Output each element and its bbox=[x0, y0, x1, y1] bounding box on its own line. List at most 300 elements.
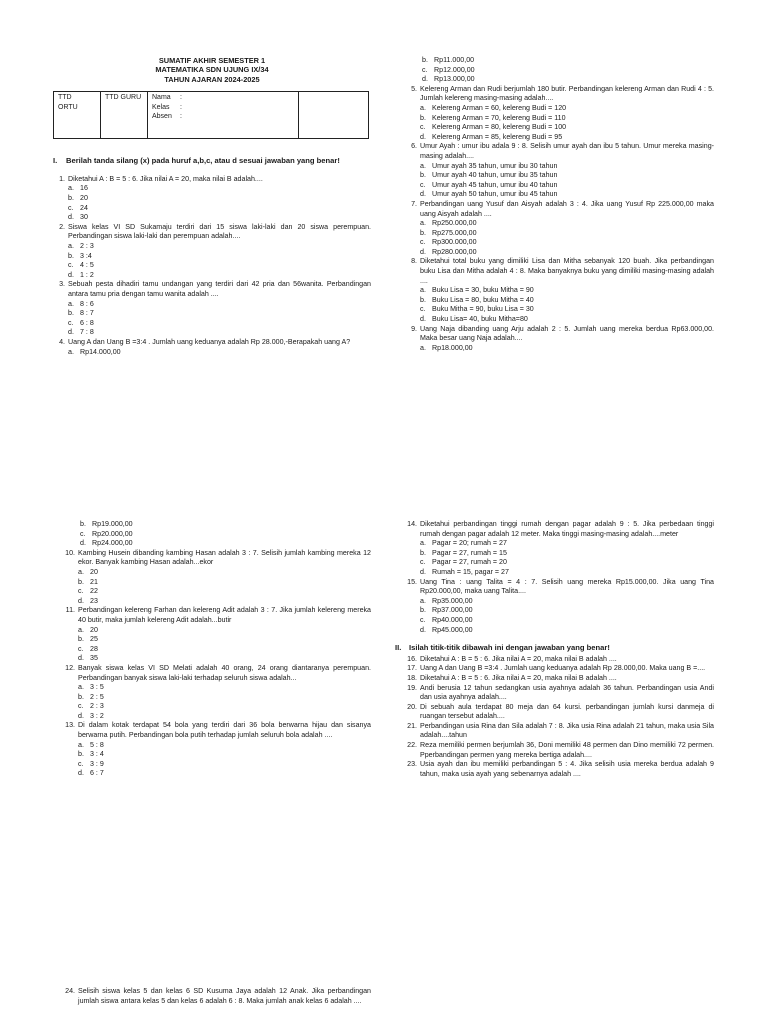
answer-option[interactable] bbox=[78, 635, 371, 645]
question-text: Di dalam kotak terdapat 54 bola yang terdiri dari 36 bola berwarna hijau dan sisanya berwarna putih. Perbandingan bola putih terhadap jumlah seluruh bola adalah .... bbox=[78, 721, 371, 740]
answer-option[interactable] bbox=[420, 549, 714, 559]
question-list bbox=[63, 520, 371, 779]
option-list bbox=[420, 162, 714, 200]
question-item bbox=[405, 578, 714, 636]
option-letter: a. bbox=[68, 347, 74, 356]
question-number: 8. bbox=[411, 257, 417, 266]
answer-option[interactable] bbox=[420, 286, 714, 296]
question-text: Sebuah pesta dihadiri tamu undangan yang terdiri dari 42 pria dan 56wanita. Perbandingan antara tamu pria dengan tamu wanita adalah .... bbox=[68, 280, 371, 298]
option-list bbox=[78, 683, 371, 721]
section-1-title bbox=[53, 156, 371, 166]
answer-option[interactable] bbox=[78, 683, 371, 693]
question-number: 1. bbox=[59, 174, 65, 183]
option-text: Rp14.000,00 bbox=[80, 347, 121, 356]
question-number: 12. bbox=[65, 663, 75, 672]
option-letter: b. bbox=[422, 56, 428, 64]
option-text: 20 bbox=[90, 567, 98, 576]
option-text: Rp20.000,00 bbox=[92, 529, 133, 538]
answer-option[interactable] bbox=[78, 741, 371, 751]
option-text: 2 : 5 bbox=[90, 692, 104, 701]
option-letter: b. bbox=[78, 692, 84, 701]
question-item bbox=[405, 664, 714, 674]
question-number: 24. bbox=[65, 987, 75, 995]
answer-option[interactable] bbox=[420, 133, 714, 143]
question-body bbox=[78, 721, 371, 779]
option-letter: d. bbox=[420, 315, 426, 324]
score-cell[interactable] bbox=[299, 92, 369, 139]
option-list bbox=[68, 300, 371, 338]
option-letter: d. bbox=[420, 247, 426, 256]
ttd-ortu-label-2: ORTU bbox=[58, 103, 78, 111]
option-letter: d. bbox=[68, 328, 74, 337]
option-text: 28 bbox=[90, 644, 98, 653]
answer-option[interactable] bbox=[68, 271, 371, 281]
option-text: 2 : 3 bbox=[90, 702, 104, 711]
option-letter: b. bbox=[78, 635, 84, 644]
answer-option[interactable] bbox=[80, 539, 371, 549]
answer-option[interactable] bbox=[68, 348, 371, 358]
option-letter: b. bbox=[80, 520, 86, 528]
option-letter: c. bbox=[420, 305, 426, 314]
question-item bbox=[405, 257, 714, 324]
question-item bbox=[405, 703, 714, 722]
option-text: Rp40.000,00 bbox=[432, 615, 473, 624]
option-letter: c. bbox=[420, 123, 426, 132]
answer-option[interactable] bbox=[78, 693, 371, 703]
answer-option[interactable] bbox=[80, 520, 371, 530]
question-number: 20. bbox=[407, 702, 417, 711]
question-body bbox=[68, 223, 371, 281]
absen-field[interactable] bbox=[152, 112, 294, 121]
option-text: 1 : 2 bbox=[80, 270, 94, 279]
option-letter: d. bbox=[78, 769, 84, 778]
answer-option[interactable] bbox=[420, 123, 714, 133]
option-text: 23 bbox=[90, 596, 98, 605]
answer-option[interactable] bbox=[78, 654, 371, 664]
question-text: Reza memiliki permen berjumlah 36, Doni memiliki 48 permen dan Dino memiliki 72 permen. Pperbandingan permen yang mereka bertiga adalah.... bbox=[420, 741, 714, 759]
question-body bbox=[420, 655, 714, 665]
question-item bbox=[53, 175, 371, 223]
answer-option[interactable] bbox=[420, 305, 714, 315]
answer-option[interactable] bbox=[68, 194, 371, 204]
answer-option[interactable] bbox=[420, 162, 714, 172]
option-text: Rp18.000,00 bbox=[432, 343, 473, 352]
question-text: Di sebuah aula terdapat 80 meja dan 64 kursi. perbandingan jumlah kursi danmeja di ruangan tersebut adalah.... bbox=[420, 702, 714, 721]
option-letter: c. bbox=[80, 529, 86, 538]
question-body bbox=[420, 520, 714, 578]
question-number: 3. bbox=[59, 280, 65, 289]
answer-option[interactable] bbox=[420, 626, 714, 636]
question-number: 7. bbox=[411, 199, 417, 208]
answer-option[interactable] bbox=[420, 315, 714, 325]
question-text: Selisih siswa kelas 5 dan kelas 6 SD Kusuma Jaya adalah 12 Anak. Jika perbandingan jumlah siswa antara kelas 5 dan kelas 6 adalah 6 : 8. Maka jumlah anak kelas 6 adalah .... bbox=[78, 987, 371, 1005]
option-letter: d. bbox=[420, 567, 426, 576]
question-number: 10. bbox=[65, 548, 75, 557]
answer-option[interactable] bbox=[80, 530, 371, 540]
question-text: Usia ayah dan ibu memiliki perbandingan 5 : 4. Jika selisih usia mereka berdua adalah 9 tahun, maka usia ayah yang sebenarnya adalah .... bbox=[420, 760, 714, 778]
option-text: Rp11.000,00 bbox=[434, 56, 475, 64]
option-letter: c. bbox=[68, 318, 74, 327]
question-item bbox=[405, 741, 714, 760]
option-text: 3 : 4 bbox=[90, 750, 104, 759]
answer-option[interactable] bbox=[68, 319, 371, 329]
answer-option[interactable] bbox=[420, 568, 714, 578]
fill-in-question-list bbox=[405, 655, 714, 780]
header-line-2: MATEMATIKA SDN UJUNG IX/34 bbox=[155, 65, 269, 75]
answer-option[interactable] bbox=[420, 104, 714, 114]
option-list bbox=[420, 344, 714, 354]
option-text: Kelereng Arman = 80, kelereng Budi = 100 bbox=[432, 123, 567, 132]
question-item bbox=[405, 325, 714, 354]
answer-option[interactable] bbox=[420, 539, 714, 549]
question-body bbox=[420, 674, 714, 684]
question-item bbox=[405, 722, 714, 741]
answer-option[interactable] bbox=[420, 558, 714, 568]
question-number: 17. bbox=[407, 664, 417, 673]
option-text: Pagar = 27, rumah = 20 bbox=[432, 558, 507, 567]
option-list bbox=[420, 219, 714, 257]
class-sep: : bbox=[180, 103, 182, 111]
option-text: 4 : 5 bbox=[80, 261, 94, 270]
option-letter: a. bbox=[78, 625, 84, 634]
answer-option[interactable] bbox=[68, 184, 371, 194]
option-text: Kelereng Arman = 70, kelereng Budi = 110 bbox=[432, 113, 566, 122]
option-text: Buku Lisa = 30, buku Mitha = 90 bbox=[432, 286, 534, 295]
option-text: 25 bbox=[90, 635, 98, 644]
question-body bbox=[420, 722, 714, 741]
question-text: Umur Ayah : umur ibu adala 9 : 8. Selisih umur ayah dan ibu 5 tahun. Umur mereka masing-masing adalah.... bbox=[420, 142, 714, 160]
question-body bbox=[420, 142, 714, 200]
option-list bbox=[78, 568, 371, 606]
question-number: 21. bbox=[407, 721, 417, 730]
question-text: Uang A dan Uang B =3:4 . Jumlah uang keduanya adalah Rp 28.000,-Berapakah uang A? bbox=[68, 337, 351, 346]
question-body bbox=[420, 703, 714, 722]
option-letter: c. bbox=[78, 759, 84, 768]
option-letter: d. bbox=[78, 711, 84, 720]
answer-option[interactable] bbox=[420, 296, 714, 306]
question-number: 15. bbox=[407, 577, 417, 586]
option-letter: c. bbox=[68, 261, 74, 270]
option-text: Rp24.000,00 bbox=[92, 539, 133, 548]
option-letter: b. bbox=[68, 309, 74, 318]
question-number: 11. bbox=[65, 606, 75, 615]
question-item bbox=[63, 987, 371, 1006]
question-item bbox=[405, 760, 714, 779]
option-letter: a. bbox=[420, 343, 426, 352]
option-text: Rp13.000,00 bbox=[434, 75, 475, 84]
question-body bbox=[78, 606, 371, 664]
question-text: Perbandingan usia Rina dan Sila adalah 7 : 8. Jika usia Rina adalah 21 tahun, maka usia Sila adalah....tahun bbox=[420, 721, 714, 740]
option-letter: b. bbox=[420, 228, 426, 237]
question-item bbox=[53, 280, 371, 338]
option-letter: c. bbox=[420, 180, 426, 189]
option-text: Rp19.000,00 bbox=[92, 520, 133, 528]
answer-option[interactable] bbox=[78, 626, 371, 636]
name-label: Nama bbox=[152, 94, 171, 102]
option-list bbox=[420, 104, 714, 142]
question-text: Diketahui A : B = 5 : 6. Jika nilai A = 20, maka nilai B adalah.... bbox=[68, 174, 263, 183]
option-list bbox=[78, 626, 371, 664]
question-text: Andi berusia 12 tahun sedangkan usia ayahnya adalah 36 tahun. Perbandingan usia Andi dan usia ayahnya adalah.... bbox=[420, 683, 714, 702]
question-body bbox=[420, 325, 714, 354]
absen-sep: : bbox=[180, 113, 182, 121]
question-body bbox=[68, 280, 371, 338]
option-letter: d. bbox=[80, 539, 86, 548]
answer-option[interactable] bbox=[78, 702, 371, 712]
option-list bbox=[68, 242, 371, 280]
question-item bbox=[53, 223, 371, 281]
answer-option[interactable] bbox=[78, 769, 371, 779]
option-text: Umur ayah 35 tahun, umur ibu 30 tahun bbox=[432, 161, 558, 170]
option-letter: a. bbox=[420, 596, 426, 605]
ttd-ortu-cell[interactable] bbox=[54, 92, 101, 139]
option-list bbox=[405, 56, 714, 85]
question-body bbox=[420, 741, 714, 760]
option-text: 3 : 2 bbox=[90, 711, 104, 720]
option-letter: c. bbox=[420, 558, 426, 567]
question-body bbox=[420, 684, 714, 703]
option-text: Rp275.000,00 bbox=[432, 228, 477, 237]
answer-option[interactable] bbox=[78, 760, 371, 770]
option-text: Buku Lisa= 40, buku Mitha=80 bbox=[432, 315, 528, 324]
question-body bbox=[420, 257, 714, 324]
option-text: 6 : 8 bbox=[80, 318, 94, 327]
option-text: 3 :4 bbox=[80, 251, 92, 260]
option-text: 20 bbox=[90, 625, 98, 634]
question-body bbox=[420, 85, 714, 143]
option-letter: d. bbox=[78, 654, 84, 663]
option-text: 22 bbox=[90, 587, 98, 596]
option-text: Rp300.000,00 bbox=[432, 238, 477, 247]
question-number: 23. bbox=[407, 760, 417, 769]
option-letter: a. bbox=[420, 103, 426, 112]
question-number: 16. bbox=[407, 654, 417, 663]
option-letter: c. bbox=[68, 203, 74, 212]
class-label: Kelas bbox=[152, 103, 170, 111]
answer-option[interactable] bbox=[420, 597, 714, 607]
answer-option[interactable] bbox=[420, 190, 714, 200]
option-text: Kelereng Arman = 60, kelereng Budi = 120 bbox=[432, 103, 567, 112]
question-text: Kambing Husein dibanding kambing Hasan adalah 3 : 7. Selisih jumlah kambing mereka 12 ekor. Banyak kambing Hasan adalah...ekor bbox=[78, 548, 371, 567]
question-text: Diketahui A : B = 5 : 6. Jika nilai A = 20, maka nilai B adalah .... bbox=[420, 654, 617, 663]
header-line-1: SUMATIF AKHIR SEMESTER 1 bbox=[158, 56, 266, 65]
option-list bbox=[420, 539, 714, 577]
section-1-number: I. bbox=[53, 156, 58, 166]
ttd-guru-cell[interactable] bbox=[101, 92, 148, 139]
page1-left-column bbox=[53, 56, 371, 357]
answer-option[interactable] bbox=[78, 712, 371, 722]
answer-option[interactable] bbox=[68, 204, 371, 214]
signature-table bbox=[53, 91, 369, 139]
answer-option[interactable] bbox=[420, 171, 714, 181]
section-2-text: Isilah titik-titik dibawah ini dengan jawaban yang benar! bbox=[409, 643, 610, 653]
ttd-ortu-label: TTD bbox=[58, 94, 72, 102]
option-text: Buku Mitha = 90, buku Lisa = 30 bbox=[432, 305, 534, 314]
answer-option[interactable] bbox=[420, 238, 714, 248]
option-letter: b. bbox=[68, 251, 74, 260]
option-letter: a. bbox=[68, 299, 74, 308]
question-text: Banyak siswa kelas VI SD Melati adalah 40 orang, 24 orang diantaranya perempuan. Perbandingan banyak siswa laki-laki terhadap seluruh siswa adalah... bbox=[78, 663, 371, 682]
question-body bbox=[78, 664, 371, 722]
question-text: Diketahui perbandingan tinggi rumah dengan pagar adalah 9 : 5. Jika perbedaan tinggi rumah dengan pagar adalah 12 meter. Maka tinggi masing-masing adalah....meter bbox=[420, 520, 714, 538]
option-list bbox=[68, 348, 371, 358]
page1-right-column bbox=[405, 56, 714, 353]
answer-option[interactable] bbox=[422, 56, 714, 66]
option-letter: b. bbox=[78, 750, 84, 759]
question-text: Kelereng Arman dan Rudi berjumlah 180 butir. Perbandingan kelereng Arman dan Rudi 4 : 5. Jumlah kelereng masing-masing adalah.... bbox=[420, 84, 714, 103]
answer-option[interactable] bbox=[78, 587, 371, 597]
option-text: 3 : 5 bbox=[90, 683, 104, 692]
option-list bbox=[63, 520, 371, 549]
question-number: 4. bbox=[59, 337, 65, 346]
name-field[interactable] bbox=[152, 93, 294, 102]
answer-option[interactable] bbox=[68, 242, 371, 252]
question-text: Perbandingan kelereng Farhan dan kelereng Adit adalah 3 : 7. Jika jumlah kelereng mereka 40 butir, maka jumlah kelereng Adit adalah...butir bbox=[78, 606, 371, 624]
question-text: Uang Tina : uang Talita = 4 : 7. Selisih uang mereka Rp15.000,00. Jika uang Tina Rp20.000,00, maka uang Talita.... bbox=[420, 577, 714, 596]
question-body bbox=[68, 175, 371, 223]
option-letter: d. bbox=[68, 213, 74, 222]
answer-option[interactable] bbox=[422, 66, 714, 76]
question-text: Uang Naja dibanding uang Arju adalah 2 : 5. Jumlah uang mereka berdua Rp63.000,00. Maka besar uang Naja adalah.... bbox=[420, 324, 714, 343]
page2-right-column bbox=[395, 520, 714, 779]
option-letter: a. bbox=[420, 219, 426, 228]
answer-option[interactable] bbox=[68, 309, 371, 319]
option-letter: b. bbox=[68, 194, 74, 202]
answer-option[interactable] bbox=[68, 328, 371, 338]
section-2-title bbox=[395, 643, 714, 653]
option-letter: d. bbox=[420, 132, 426, 141]
option-text: Pagar = 27, rumah = 15 bbox=[432, 548, 507, 557]
option-text: Rp37.000,00 bbox=[432, 606, 473, 615]
question-number: 9. bbox=[411, 324, 417, 333]
option-letter: a. bbox=[420, 539, 426, 548]
answer-option[interactable] bbox=[420, 114, 714, 124]
option-text: 24 bbox=[80, 203, 88, 212]
option-text: 2 : 3 bbox=[80, 241, 94, 250]
option-letter: a. bbox=[78, 567, 84, 576]
option-text: 16 bbox=[80, 184, 88, 193]
option-text: 20 bbox=[80, 194, 88, 202]
option-text: Umur ayah 40 tahun, umur ibu 35 tahun bbox=[432, 171, 558, 180]
option-text: Rp35.000,00 bbox=[432, 596, 473, 605]
question-item bbox=[63, 606, 371, 664]
option-text: Rp250.000,00 bbox=[432, 219, 477, 228]
option-letter: b. bbox=[420, 548, 426, 557]
student-info-cell bbox=[148, 92, 299, 139]
option-list bbox=[68, 184, 371, 222]
option-letter: b. bbox=[420, 295, 426, 304]
option-letter: c. bbox=[420, 238, 426, 247]
answer-option[interactable] bbox=[420, 229, 714, 239]
option-text: 30 bbox=[80, 213, 88, 222]
question-text: Siswa kelas VI SD Sukamaju terdiri dari 15 siswa laki-laki dan 20 siswa perempuan. Perbandingan siswa laki-laki dan perempuan adalah.... bbox=[68, 222, 371, 241]
question-body bbox=[420, 578, 714, 636]
option-text: 21 bbox=[90, 577, 98, 586]
answer-option[interactable] bbox=[78, 597, 371, 607]
answer-option[interactable] bbox=[422, 75, 714, 85]
question-number: 5. bbox=[411, 84, 417, 93]
answer-option[interactable] bbox=[68, 213, 371, 223]
option-text: Rumah = 15, pagar = 27 bbox=[432, 567, 509, 576]
question-item bbox=[63, 664, 371, 722]
answer-option[interactable] bbox=[68, 252, 371, 262]
option-text: Pagar = 20; rumah = 27 bbox=[432, 539, 507, 548]
option-text: Buku Lisa = 80, buku Mitha = 40 bbox=[432, 295, 534, 304]
question-body bbox=[420, 760, 714, 779]
option-letter: c. bbox=[78, 587, 84, 596]
question-body bbox=[420, 664, 714, 674]
option-text: 8 : 7 bbox=[80, 309, 94, 318]
answer-option[interactable] bbox=[78, 578, 371, 588]
question-item bbox=[405, 684, 714, 703]
option-letter: b. bbox=[420, 171, 426, 180]
exam-header bbox=[53, 56, 371, 84]
question-list bbox=[63, 987, 371, 1006]
answer-option[interactable] bbox=[78, 645, 371, 655]
answer-option[interactable] bbox=[420, 219, 714, 229]
answer-option[interactable] bbox=[78, 750, 371, 760]
option-letter: b. bbox=[78, 577, 84, 586]
option-letter: b. bbox=[420, 606, 426, 615]
question-text: Diketahui A : B = 5 : 6. Jika nilai A = 20, maka nilai B adalah .... bbox=[420, 673, 617, 682]
question-list bbox=[53, 175, 371, 357]
answer-option[interactable] bbox=[420, 248, 714, 258]
option-letter: c. bbox=[78, 644, 84, 653]
question-body bbox=[78, 987, 371, 1006]
question-list bbox=[405, 56, 714, 353]
question-number: 18. bbox=[407, 673, 417, 682]
ttd-guru-label: TTD GURU bbox=[105, 94, 142, 102]
option-text: Rp12.000,00 bbox=[434, 65, 475, 74]
question-item bbox=[405, 142, 714, 200]
question-body bbox=[78, 549, 371, 607]
answer-option[interactable] bbox=[68, 261, 371, 271]
question-text: Perbandingan uang Yusuf dan Aisyah adalah 3 : 4. Jika uang Yusuf Rp 225.000,00 maka uang Aisyah adalah .... bbox=[420, 199, 714, 218]
answer-option[interactable] bbox=[420, 606, 714, 616]
option-text: 3 : 9 bbox=[90, 759, 104, 768]
class-field[interactable] bbox=[152, 103, 294, 112]
answer-option[interactable] bbox=[420, 344, 714, 354]
option-letter: a. bbox=[420, 161, 426, 170]
answer-option[interactable] bbox=[68, 300, 371, 310]
section-2-number: II. bbox=[395, 643, 402, 653]
option-text: Umur ayah 45 tahun, umur ibu 40 tahun bbox=[432, 180, 558, 189]
page2-left-column bbox=[63, 520, 371, 779]
option-text: 7 : 8 bbox=[80, 328, 94, 337]
option-text: Rp45.000,00 bbox=[432, 625, 473, 634]
option-list bbox=[78, 741, 371, 779]
option-letter: c. bbox=[420, 615, 426, 624]
option-text: Umur ayah 50 tahun, umur ibu 45 tahun bbox=[432, 190, 558, 199]
question-list bbox=[405, 520, 714, 635]
question-text: Diketahui total buku yang dimiliki Lisa dan Mitha sebanyak 120 buah. Jika perbandingan buku Lisa dan Mitha adalah 4 : 8. Maka banyaknya buku yang dimiliki masing-masing adalah .... bbox=[420, 257, 714, 285]
option-letter: c. bbox=[78, 702, 84, 711]
option-letter: a. bbox=[68, 241, 74, 250]
option-text: 35 bbox=[90, 654, 98, 663]
option-list bbox=[420, 597, 714, 635]
option-text: 8 : 6 bbox=[80, 299, 94, 308]
question-body bbox=[68, 338, 371, 357]
question-item bbox=[405, 674, 714, 684]
answer-option[interactable] bbox=[420, 616, 714, 626]
option-letter: c. bbox=[422, 65, 428, 74]
question-body bbox=[420, 200, 714, 258]
option-text: Kelereng Arman = 85, kelereng Budi = 95 bbox=[432, 132, 563, 141]
answer-option[interactable] bbox=[78, 568, 371, 578]
question-number: 22. bbox=[407, 741, 417, 750]
answer-option[interactable] bbox=[420, 181, 714, 191]
question-item bbox=[405, 520, 714, 578]
